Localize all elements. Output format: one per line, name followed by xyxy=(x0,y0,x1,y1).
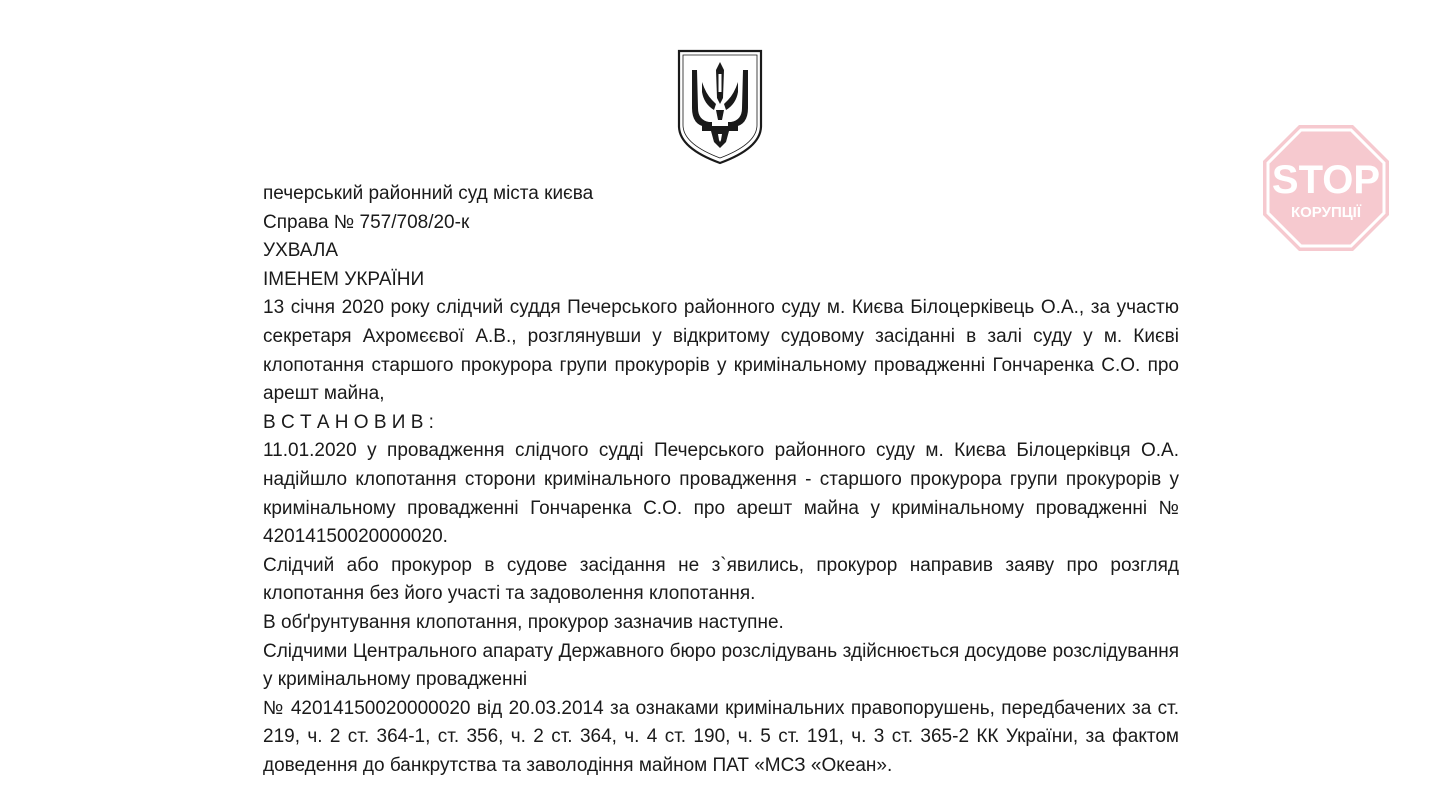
case-number: Справа № 757/708/20-к xyxy=(263,211,470,233)
established-heading: В С Т А Н О В И В : xyxy=(263,411,434,433)
paragraph-investigation: Слідчими Центрального апарату Державного бюро розслідувань здійснюється досудове розслідування у кримінальному провадженні xyxy=(263,640,1179,691)
paragraph-proceeding-details: № 42014150020000020 від 20.03.2014 за ознаками кримінальних правопорушень, передбачених за ст. 219, ч. 2 ст. 364-1, ст. 356, ч. 2 ст. 364, ч. 4 ст. 190, ч. 5 ст. 191, ч. 3 ст. 365-2 КК України, за фактом доведення до банкрутства та заволодіння майном ПАТ «МСЗ «Океан». xyxy=(263,697,1179,776)
paragraph-justification: В обґрунтування клопотання, прокурор зазначив наступне. xyxy=(263,611,784,633)
paragraph-receipt: 11.01.2020 у провадження слідчого судді Печерського районного суду м. Києва Білоцерківця О.А. надійшло клопотання сторони кримінального провадження - старшого прокурора групи прокурорів у кримінальному провадженні Гончаренка С.О. про арешт майна у кримінальному провадженні № 42014150020000020. xyxy=(263,440,1179,548)
badge-corruption-text: КОРУПЦІЇ xyxy=(1290,204,1362,221)
paragraph-appearance: Слідчий або прокурор в судове засідання не з`явились, прокурор направив заяву про розгляд клопотання без його участі та задоволення клопотання. xyxy=(263,554,1179,605)
badge-stop-text: STOP xyxy=(1271,158,1381,202)
document-type-heading: УХВАЛА xyxy=(263,240,339,262)
in-name-of-ukraine: ІМЕНЕМ УКРАЇНИ xyxy=(263,268,425,290)
court-name: печерський районний суд міста києва xyxy=(263,183,594,204)
stop-corruption-badge xyxy=(1261,123,1391,253)
coat-of-arms-icon xyxy=(676,48,764,166)
document-body xyxy=(263,180,1179,780)
intro-paragraph: 13 січня 2020 року слідчий суддя Печерського районного суду м. Києва Білоцерківець О.А., за участю секретаря Ахромєєвої А.В., розглянувши у відкритому судовому засіданні в залі суду у м. Києві клопотання старшого прокурора групи прокурорів у кримінальному провадженні Гончаренка С.О. про арешт майна, xyxy=(263,297,1179,405)
